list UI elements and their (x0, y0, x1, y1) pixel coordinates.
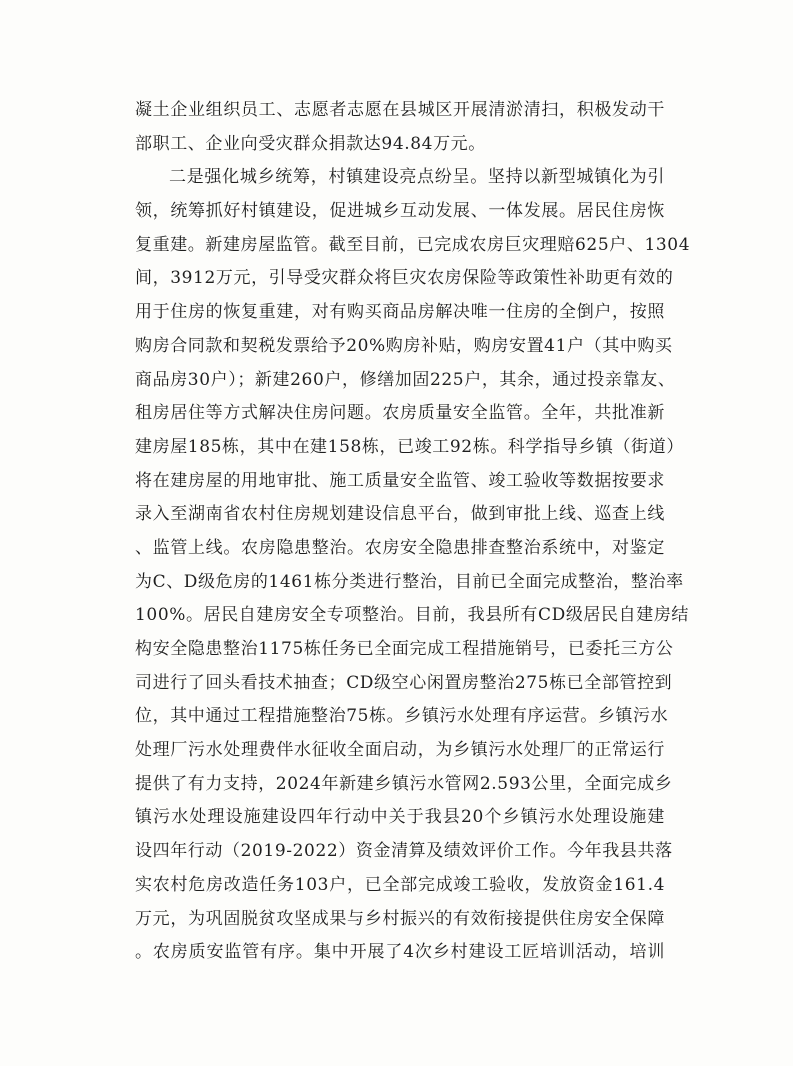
text-line: 领，统筹抓好村镇建设，促进城乡互动发展、一体发展。居民住房恢 (135, 201, 665, 222)
text-line: 二是强化城乡统筹，村镇建设亮点纷呈。坚持以新型城镇化为引 (169, 167, 665, 188)
text-line: 司进行了回头看技术抽查；CD级空心闲置房整治275栋已全部管控到 (135, 672, 673, 693)
text-line: 复重建。新建房屋监管。截至目前，已完成农房巨灾理赔625户、1304 (135, 234, 691, 255)
text-line: 用于住房的恢复重建，对有购买商品房解决唯一住房的全倒户，按照 (135, 302, 665, 323)
text-line: 购房合同款和契税发票给予20%购房补贴，购房安置41户（其中购买 (135, 335, 673, 356)
text-line: 100%。居民自建房安全专项整治。目前，我县所有CD级居民自建房结 (135, 605, 690, 626)
text-line: 实农村危房改造任务103户，已全部完成竣工验收，发放资金161.4 (135, 874, 665, 895)
text-line: 商品房30户）；新建260户，修缮加固225户，其余，通过投亲靠友、 (135, 369, 676, 390)
text-line: 为C、D级危房的1461栋分类进行整治，目前已全面完成整治，整治率 (135, 571, 684, 592)
text-line: 万元，为巩固脱贫攻坚成果与乡村振兴的有效衔接提供住房安全保障 (135, 908, 665, 929)
text-line: 部职工、企业向受灾群众捐款达94.84万元。 (135, 133, 486, 154)
text-line: 构安全隐患整治1175栋任务已全面完成工程措施销号，已委托三方公 (135, 639, 674, 659)
text-line: 位，其中通过工程措施整治75栋。乡镇污水处理有序运营。乡镇污水 (135, 706, 669, 727)
text-line: 凝土企业组织员工、志愿者志愿在县城区开展清淤清扫，积极发动干 (135, 100, 665, 120)
text-line: 间，3912万元，引导受灾群众将巨灾农房保险等政策性补助更有效的 (135, 268, 674, 289)
text-line: 将在建房屋的用地审批、施工质量安全监管、竣工验收等数据按要求 (135, 470, 665, 491)
text-line: 设四年行动（2019-2022）资金清算及绩效评价工作。今年我县共落 (135, 841, 673, 862)
text-line: 处理厂污水处理费伴水征收全面启动，为乡镇污水处理厂的正常运行 (135, 740, 665, 761)
text-line: 、监管上线。农房隐患整治。农房安全隐患排查整治系统中，对鉴定 (135, 537, 665, 558)
document-body (135, 94, 691, 970)
text-line: 提供了有力支持，2024年新建乡镇污水管网2.593公里，全面完成乡 (135, 773, 673, 794)
text-line: 录入至湖南省农村住房规划建设信息平台，做到审批上线、巡查上线 (135, 504, 665, 525)
text-line: 建房屋185栋，其中在建158栋，已竣工92栋。科学指导乡镇（街道） (135, 436, 684, 457)
text-line: 租房居住等方式解决住房问题。农房质量安全监管。全年，共批准新 (135, 403, 665, 424)
text-line: 。农房质安监管有序。集中开展了4次乡村建设工匠培训活动，培训 (135, 942, 665, 963)
text-line: 镇污水处理设施建设四年行动中关于我县20个乡镇污水处理设施建 (135, 807, 665, 828)
